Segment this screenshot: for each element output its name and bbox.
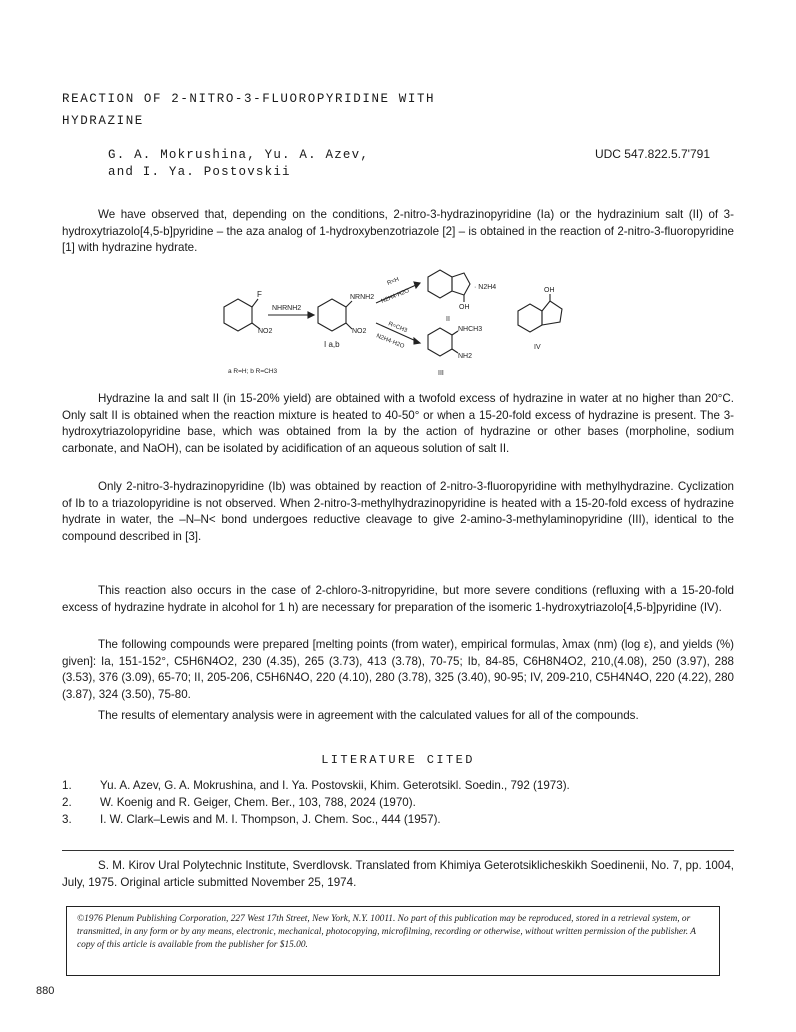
reference-text: W. Koenig and R. Geiger, Chem. Ber., 103, 788, 2024 (1970). (100, 796, 416, 809)
label-compound-iab: I a,b (324, 340, 340, 349)
reference-text: I. W. Clark–Lewis and M. I. Thompson, J. Chem. Soc., 444 (1957). (100, 813, 441, 826)
page-number: 880 (36, 985, 55, 997)
footer-rule (62, 850, 734, 851)
reference-item (62, 811, 734, 828)
paragraph-4: This reaction also occurs in the case of 2-chloro-3-nitropyridine, but more severe conditions (refluxing with a 15-20-fold excess of hydrazine hydrate in alcohol for 1 h) are necessary for preparation of the isomeric 1-hydroxytriazolo[4,5-b]pyridine (IV). (62, 584, 734, 614)
label-compound-ii: II (446, 316, 450, 323)
affiliation-note: S. M. Kirov Ural Polytechnic Institute, Sverdlovsk. Translated from Khimiya Geterotsiklicheskikh Soedinenii, No. 7, pp. 1004, July, 1975. Original article submitted November 25, 1974. (62, 859, 734, 889)
cond-lower-1: R=CH3 (387, 321, 408, 335)
label-oh-iv: OH (544, 287, 555, 294)
label-no2-i: NO2 (352, 328, 367, 335)
reference-list (62, 777, 734, 828)
pyridine-ring-start (224, 299, 252, 331)
cond-upper-1: R=H (386, 276, 401, 287)
label-n2h4-salt: · N2H4 (474, 284, 497, 291)
reaction-scheme-svg (200, 265, 580, 385)
paragraph-intro: We have observed that, depending on the conditions, 2-nitro-3-hydrazinopyridine (Ia) or the hydrazinium salt (II) of 3-hydroxytriazolo[4,5-b]pyridine – the aza analog of 1-hydroxybenzotriazole [2] – is obtained in the reaction of 2-nitro-3-fluoropyridine [1] with hydrazine hydrate. (62, 208, 734, 254)
reference-number: 3. (62, 813, 72, 826)
udc-code: UDC 547.822.5.7'791 (594, 147, 710, 161)
label-nhch3: NHCH3 (458, 326, 483, 333)
label-oh-ii: OH (459, 304, 470, 311)
scheme-footnote: a R=H; b R=CH3 (228, 368, 278, 375)
triazole-ring-ii (452, 273, 470, 295)
paragraph-3: Only 2-nitro-3-hydrazinopyridine (Ib) was obtained by reaction of 2-nitro-3-fluoropyridine with methylhydrazine. Cyclization of Ib to a triazolopyridine is not observed. When 2-nitro-3-methylhydrazinopyridine is heated with a 15-20-fold excess of hydrazine hydrate in water, the –N–N< bond undergoes reductive cleavage to give 2-amino-3-methylaminopyridine (III), identical to the compound described in [3]. (62, 480, 734, 543)
reference-text: Yu. A. Azev, G. A. Mokrushina, and I. Ya. Postovskii, Khim. Geterotsikl. Soedin., 792 (1973). (100, 779, 570, 792)
label-compound-iii: III (438, 370, 444, 377)
cond-lower-2: N2H4·H2O (375, 333, 406, 350)
label-nrnh2: NRNH2 (350, 294, 375, 301)
label-nh2: NH2 (458, 353, 473, 360)
paragraph-2: Hydrazine Ia and salt II (in 15-20% yield) are obtained with a twofold excess of hydrazine in water at no higher than 20°C. Only salt II is obtained when the reaction mixture is heated to 40-50° or when a 15-20-fold excess of hydrazine is present. The 3-hydroxytriazolopyridine base, which was obtained from Ia by the action of hydrazine or other bases (morpholine, sodium carbonate, and NaOH), can be isolated by acidification of an aqueous solution of salt II. (62, 392, 734, 455)
pyridine-ring-ii (428, 270, 452, 298)
pyridine-ring-iii (428, 328, 452, 356)
reaction-scheme (200, 265, 580, 385)
paragraph-5: The following compounds were prepared [melting points (from water), empirical formulas, λmax (nm) (log ε), and yields (%) given]: Ia, 151-152°, C5H6N4O2, 230 (4.35), 265 (3.73), 413 (3.78), 70-75; Ib, 84-85, C6H8N4O2, 210,(4.08), 250 (3.97), 288 (3.53), 376 (3.09), 65-70; II, 205-206, C5H6N4O, 220 (4.10), 280 (3.78), 325 (3.40), 90-95; IV, 209-210, C5H4N4O, 220 (4.22), 280 (3.87), 324 (3.50), 75-80. (62, 638, 734, 701)
reference-item (62, 794, 734, 811)
pyridine-ring-i (318, 299, 346, 331)
author-list: G. A. Mokrushina, Yu. A. Azev, and I. Ya. Postovskii (108, 148, 370, 179)
label-f: F (257, 290, 262, 299)
literature-heading: LITERATURE CITED (321, 753, 475, 767)
reagent-label: NHRNH2 (272, 305, 302, 312)
reference-number: 1. (62, 779, 72, 792)
article-title: REACTION OF 2-NITRO-3-FLUOROPYRIDINE WITH HYDRAZINE (62, 92, 436, 128)
reference-item (62, 777, 734, 794)
label-no2-start: NO2 (258, 328, 273, 335)
paragraph-6: The results of elementary analysis were in agreement with the calculated values for all of the compounds. (98, 709, 639, 722)
reference-number: 2. (62, 796, 72, 809)
label-compound-iv: IV (534, 344, 541, 351)
cond-upper-2: N2H4·H2O (380, 288, 411, 305)
copyright-box: ©1976 Plenum Publishing Corporation, 227 West 17th Street, New York, N.Y. 10011. No part of this publication may be reproduced, stored in a retrieval system, or transmitted, in any form or by any means, electronic, mechanical, photocopying, microfilming, recording or otherwise, without written permission of the publisher. A copy of this article is available from the publisher for $15.00. (66, 906, 720, 976)
pyridine-ring-iv (518, 304, 542, 332)
triazole-ring-iv (542, 301, 562, 325)
